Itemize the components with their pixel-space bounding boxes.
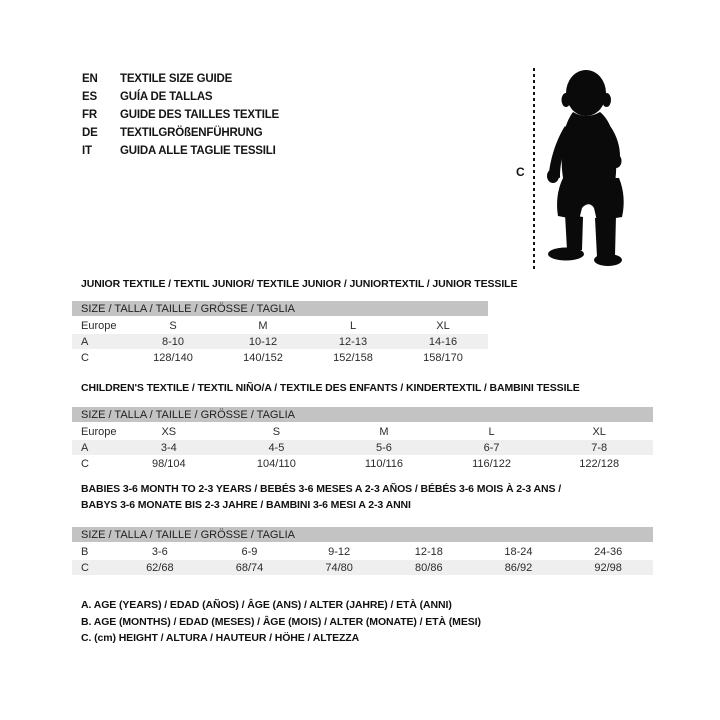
value-cell: XL	[545, 423, 653, 440]
table-title-group	[72, 481, 653, 513]
value-cell: 80/86	[384, 560, 474, 576]
language-row	[82, 70, 279, 88]
language-label: TEXTILGRÖßENFÜHRUNG	[120, 127, 263, 139]
value-cell: S	[223, 423, 331, 440]
value-cell: XL	[398, 317, 488, 334]
size-table-row	[72, 543, 653, 560]
size-table	[72, 527, 653, 576]
table-title-group	[72, 380, 653, 396]
value-cell: 12-18	[384, 543, 474, 560]
language-row	[82, 88, 279, 106]
value-cell: 9-12	[294, 543, 384, 560]
language-code: DE	[82, 127, 98, 139]
legend-line: C. (cm) HEIGHT / ALTURA / HAUTEUR / HÖHE / ALTEZZA	[81, 632, 360, 644]
size-table-header-row	[72, 527, 653, 543]
language-row	[82, 142, 279, 160]
value-cell: 12-13	[308, 334, 398, 350]
size-table-header-row	[72, 407, 653, 423]
value-cell: 122/128	[545, 456, 653, 472]
legend	[81, 597, 481, 647]
toddler-silhouette-icon	[543, 68, 635, 271]
value-cell: 92/98	[563, 560, 653, 576]
size-table-section-3	[72, 481, 653, 576]
value-cell: S	[128, 317, 218, 334]
table-title-line: BABIES 3-6 MONTH TO 2-3 YEARS / BEBÉS 3-6 MESES A 2-3 AÑOS / BÉBÉS 3-6 MOIS À 2-3 ANS /	[81, 483, 562, 495]
language-code: FR	[82, 109, 97, 121]
value-cell: 74/80	[294, 560, 384, 576]
value-cell: 128/140	[128, 350, 218, 366]
value-cell: 110/116	[330, 456, 438, 472]
value-cell: 18-24	[474, 543, 564, 560]
size-table-row	[72, 423, 653, 440]
size-header-bar: SIZE / TALLA / TAILLE / GRÖSSE / TAGLIA	[72, 301, 488, 317]
size-table	[72, 407, 653, 472]
row-label-cell: C	[72, 560, 115, 576]
language-list	[82, 70, 279, 160]
value-cell: 98/104	[115, 456, 223, 472]
language-label: GUÍA DE TALLAS	[120, 91, 213, 103]
size-table	[72, 301, 488, 366]
value-cell: 10-12	[218, 334, 308, 350]
language-code: EN	[82, 73, 98, 85]
table-title-line: JUNIOR TEXTILE / TEXTIL JUNIOR/ TEXTILE JUNIOR / JUNIORTEXTIL / JUNIOR TESSILE	[81, 278, 518, 290]
legend-line: A. AGE (YEARS) / EDAD (AÑOS) / ÂGE (ANS) / ALTER (JAHRE) / ETÀ (ANNI)	[81, 599, 452, 611]
value-cell: M	[330, 423, 438, 440]
value-cell: 140/152	[218, 350, 308, 366]
value-cell: 86/92	[474, 560, 564, 576]
size-header-bar: SIZE / TALLA / TAILLE / GRÖSSE / TAGLIA	[72, 407, 653, 423]
row-label-cell: Europe	[72, 317, 128, 334]
row-label-cell: A	[72, 440, 115, 456]
row-label-cell: C	[72, 350, 128, 366]
size-table-row	[72, 560, 653, 576]
table-title-line: CHILDREN'S TEXTILE / TEXTIL NIÑO/A / TEXTILE DES ENFANTS / KINDERTEXTIL / BAMBINI TESSILE	[81, 382, 580, 394]
size-table-section-2	[72, 380, 653, 472]
value-cell: 4-5	[223, 440, 331, 456]
language-code: IT	[82, 145, 92, 157]
language-row	[82, 106, 279, 124]
size-table-row	[72, 334, 488, 350]
row-label-cell: B	[72, 543, 115, 560]
height-dashed-line	[533, 68, 535, 269]
value-cell: 14-16	[398, 334, 488, 350]
height-measure-label: C	[516, 165, 525, 179]
value-cell: 62/68	[115, 560, 205, 576]
height-figure	[516, 66, 643, 271]
size-table-row	[72, 456, 653, 472]
table-title-line: BABYS 3-6 MONATE BIS 2-3 JAHRE / BAMBINI 3-6 MESI A 2-3 ANNI	[81, 499, 411, 511]
value-cell: 158/170	[398, 350, 488, 366]
value-cell: M	[218, 317, 308, 334]
size-table-row	[72, 440, 653, 456]
value-cell: 24-36	[563, 543, 653, 560]
row-label-cell: Europe	[72, 423, 115, 440]
value-cell: 6-9	[205, 543, 295, 560]
legend-line: B. AGE (MONTHS) / EDAD (MESES) / ÂGE (MOIS) / ALTER (MONATE) / ETÀ (MESI)	[81, 615, 481, 628]
size-table-section-1	[72, 276, 518, 366]
value-cell: L	[308, 317, 398, 334]
value-cell: 8-10	[128, 334, 218, 350]
value-cell: 68/74	[205, 560, 295, 576]
row-label-cell: A	[72, 334, 128, 350]
value-cell: 5-6	[330, 440, 438, 456]
language-label: TEXTILE SIZE GUIDE	[120, 73, 233, 85]
value-cell: 3-6	[115, 543, 205, 560]
size-table-row	[72, 350, 488, 366]
size-table-header-row	[72, 301, 488, 317]
size-header-bar: SIZE / TALLA / TAILLE / GRÖSSE / TAGLIA	[72, 527, 653, 543]
language-row	[82, 124, 279, 142]
value-cell: 6-7	[438, 440, 546, 456]
row-label-cell: C	[72, 456, 115, 472]
value-cell: 104/110	[223, 456, 331, 472]
table-title-group	[72, 276, 518, 292]
value-cell: XS	[115, 423, 223, 440]
value-cell: 152/158	[308, 350, 398, 366]
value-cell: 7-8	[545, 440, 653, 456]
language-label: GUIDE DES TAILLES TEXTILE	[120, 109, 279, 121]
language-code: ES	[82, 91, 97, 103]
value-cell: 116/122	[438, 456, 546, 472]
language-label: GUIDA ALLE TAGLIE TESSILI	[120, 145, 276, 157]
size-table-row	[72, 317, 488, 334]
value-cell: 3-4	[115, 440, 223, 456]
value-cell: L	[438, 423, 546, 440]
